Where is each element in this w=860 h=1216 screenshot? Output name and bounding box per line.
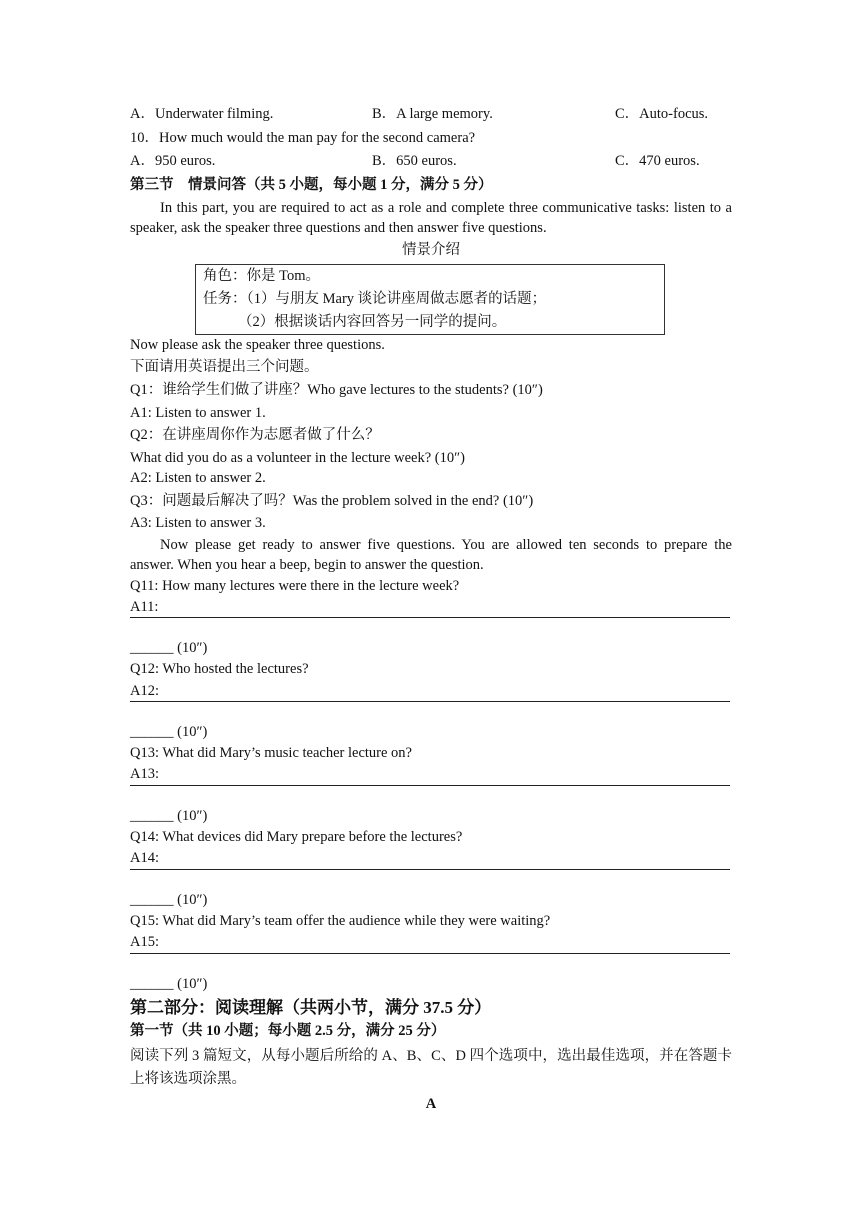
- a11-label: A11:: [130, 599, 159, 615]
- ask-instruction-cn: 下面请用英语提出三个问题。: [130, 359, 319, 375]
- q10-option-a: A．950 euros.: [130, 153, 216, 169]
- a14-label: A14:: [130, 850, 159, 866]
- a2-text: A2: Listen to answer 2.: [130, 470, 266, 486]
- q10-option-b: B．650 euros.: [372, 153, 457, 169]
- section3-heading: 第三节 情景问答（共 5 小题，每小题 1 分，满分 5 分）: [130, 177, 493, 193]
- q9-option-b: B．A large memory.: [372, 106, 493, 122]
- q12-question: Q12: Who hosted the lectures?: [130, 661, 309, 677]
- a11-time: ______ (10″): [130, 640, 208, 656]
- q1-prompt: Q1：谁给学生们做了讲座？Who gave lectures to the students? (10″): [130, 382, 543, 398]
- q10-question: 10．How much would the man pay for the second camera?: [130, 130, 476, 146]
- a1-text: A1: Listen to answer 1.: [130, 405, 266, 421]
- a13-time: ______ (10″): [130, 808, 208, 824]
- a12-answer-line[interactable]: [130, 701, 730, 702]
- q15-question: Q15: What did Mary’s team offer the audience while they were waiting?: [130, 913, 551, 929]
- scenario-task-1: 任务：（1）与朋友 Mary 谈论讲座周做志愿者的话题；: [203, 291, 547, 307]
- a11-answer-line[interactable]: [130, 617, 730, 618]
- a12-time: ______ (10″): [130, 724, 208, 740]
- q11-question: Q11: How many lectures were there in the lecture week?: [130, 578, 460, 594]
- q3-prompt: Q3：问题最后解决了吗？Was the problem solved in the end? (10″): [130, 493, 534, 509]
- a15-time: ______ (10″): [130, 976, 208, 992]
- a14-time: ______ (10″): [130, 892, 208, 908]
- a14-answer-line[interactable]: [130, 869, 730, 870]
- a13-label: A13:: [130, 766, 159, 782]
- a15-answer-line[interactable]: [130, 953, 730, 954]
- q9-option-a: A．Underwater filming.: [130, 106, 274, 122]
- q13-question: Q13: What did Mary’s music teacher lecture on?: [130, 745, 412, 761]
- q9-option-c: C．Auto-focus.: [615, 106, 709, 122]
- q10-option-c: C．470 euros.: [615, 153, 700, 169]
- scenario-box: [195, 264, 665, 335]
- scenario-title: 情景介绍: [402, 242, 460, 258]
- q2-prompt-cn: Q2：在讲座周你作为志愿者做了什么？: [130, 427, 380, 443]
- q2-prompt-en: What did you do as a volunteer in the lecture week? (10″): [130, 450, 465, 466]
- a3-text: A3: Listen to answer 3.: [130, 515, 266, 531]
- part2-section1-heading: 第一节（共 10 小题；每小题 2.5 分，满分 25 分）: [130, 1023, 446, 1039]
- a15-label: A15:: [130, 934, 159, 950]
- answer-instruction: Now please get ready to answer five questions. You are allowed ten seconds to prepare the answer. When you hear a beep, begin to answer the question.: [130, 537, 732, 573]
- section3-intro: In this part, you are required to act as a role and complete three communicative tasks: listen to a speaker, ask the speaker three questions and then answer five questions.: [130, 200, 732, 236]
- a13-answer-line[interactable]: [130, 785, 730, 786]
- part2-instruction: 阅读下列 3 篇短文，从每小题后所给的 A、B、C、D 四个选项中，选出最佳选项，并在答题卡上将该选项涂黑。: [130, 1048, 732, 1087]
- a12-label: A12:: [130, 683, 159, 699]
- ask-instruction-en: Now please ask the speaker three questions.: [130, 337, 385, 353]
- part2-heading: 第二部分：阅读理解（共两小节，满分 37.5 分）: [130, 998, 492, 1017]
- q14-question: Q14: What devices did Mary prepare before the lectures?: [130, 829, 463, 845]
- scenario-role: 角色：你是 Tom。: [203, 268, 320, 284]
- passage-label: A: [425, 1096, 437, 1112]
- scenario-task-2: （2）根据谈话内容回答另一同学的提问。: [238, 314, 507, 330]
